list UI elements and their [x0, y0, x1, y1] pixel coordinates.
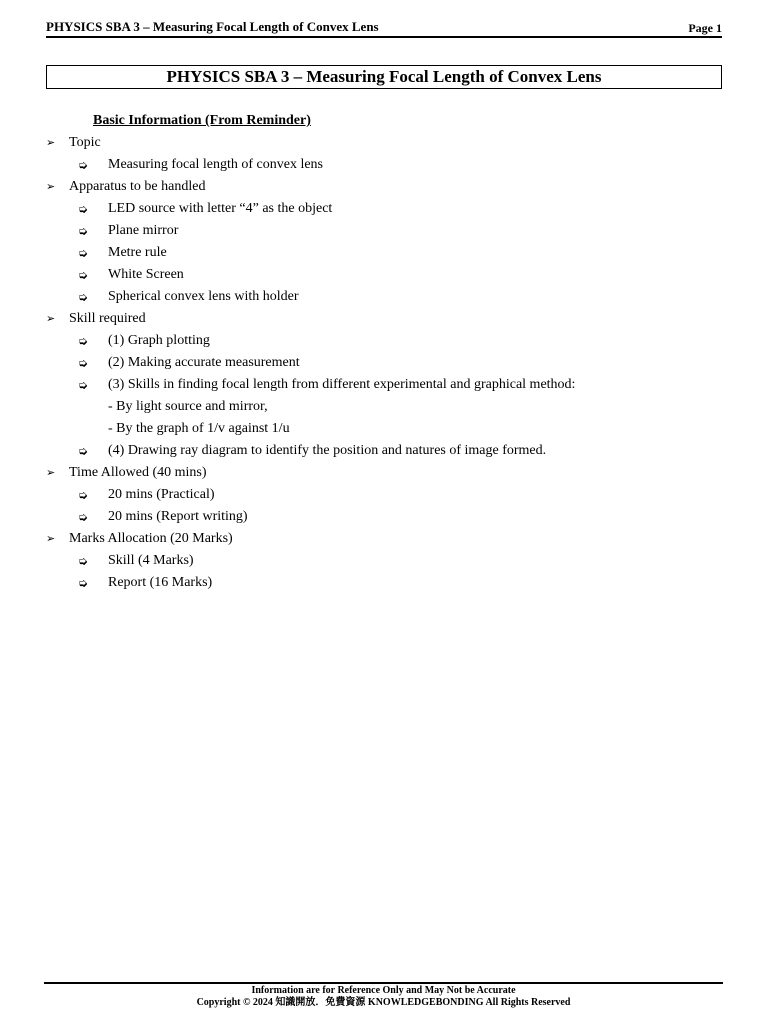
arrowhead-bullet-icon: ➢: [46, 312, 56, 325]
list-item-sub: [46, 484, 726, 506]
list-item-text: (4) Drawing ray diagram to identify the position and natures of image formed.: [108, 443, 547, 458]
list-item-text: Time Allowed (40 mins): [69, 465, 207, 480]
arrow-bullet-icon: ➭: [78, 488, 89, 502]
list-item-text: - By light source and mirror,: [108, 399, 268, 414]
list-item-sub: [46, 550, 726, 572]
list-item-text: Metre rule: [108, 245, 167, 260]
list-item-main: [46, 528, 726, 550]
list-item-text: 20 mins (Report writing): [108, 509, 248, 524]
list-item-sub: [46, 352, 726, 374]
list-item-sub: [46, 264, 726, 286]
arrow-bullet-icon: ➭: [78, 334, 89, 348]
list-item-text: (1) Graph plotting: [108, 333, 210, 348]
list-item-text: (2) Making accurate measurement: [108, 355, 300, 370]
arrowhead-bullet-icon: ➢: [46, 532, 56, 545]
list-item-main: [46, 308, 726, 330]
arrowhead-bullet-icon: ➢: [46, 180, 56, 193]
list-item-main: [46, 176, 726, 198]
list-item-sub: [46, 440, 726, 462]
list-item-sub: [46, 418, 726, 440]
arrow-bullet-icon: ➭: [78, 554, 89, 568]
list-item-text: Spherical convex lens with holder: [108, 289, 299, 304]
list-item-sub: [46, 286, 726, 308]
list-item-sub: [46, 242, 726, 264]
list-item-main: [46, 132, 726, 154]
arrow-bullet-icon: ➭: [78, 158, 89, 172]
list-item-sub: [46, 506, 726, 528]
list-item-text: Measuring focal length of convex lens: [108, 157, 323, 172]
arrowhead-bullet-icon: ➢: [46, 136, 56, 149]
arrow-bullet-icon: ➭: [78, 246, 89, 260]
page-header: [46, 19, 722, 38]
list-item-sub: [46, 330, 726, 352]
list-item-text: (3) Skills in finding focal length from different experimental and graphical method:: [108, 377, 576, 392]
list-item-text: Skill (4 Marks): [108, 553, 194, 568]
list-item-text: Plane mirror: [108, 223, 179, 238]
arrow-bullet-icon: ➭: [78, 576, 89, 590]
arrow-bullet-icon: ➭: [78, 224, 89, 238]
list-item-main: [46, 462, 726, 484]
header-title: PHYSICS SBA 3 – Measuring Focal Length of Convex Lens: [46, 19, 379, 34]
list-item-text: 20 mins (Practical): [108, 487, 215, 502]
section-heading: Basic Information (From Reminder): [93, 113, 311, 128]
list-item-text: Marks Allocation (20 Marks): [69, 531, 233, 546]
list-item-text: LED source with letter “4” as the object: [108, 201, 333, 216]
list-item-sub: [46, 396, 726, 418]
info-list: [46, 132, 726, 594]
list-item-sub: [46, 374, 726, 396]
footer-copyright: Copyright © 2024 知識開放．免費資源 KNOWLEDGEBONDING All Rights Reserved: [196, 997, 571, 1008]
arrow-bullet-icon: ➭: [78, 268, 89, 282]
footer-disclaimer: Information are for Reference Only and May Not be Accurate: [251, 985, 516, 996]
list-item-text: Report (16 Marks): [108, 575, 213, 590]
list-item-text: Topic: [69, 135, 101, 150]
arrow-bullet-icon: ➭: [78, 202, 89, 216]
list-item-text: - By the graph of 1/v against 1/u: [108, 421, 290, 436]
list-item-text: Apparatus to be handled: [69, 179, 206, 194]
arrow-bullet-icon: ➭: [78, 356, 89, 370]
list-item-text: Skill required: [69, 311, 146, 326]
list-item-sub: [46, 154, 726, 176]
page-number: Page 1: [688, 21, 722, 35]
page-footer: [44, 982, 723, 1009]
list-item-text: White Screen: [108, 267, 184, 282]
list-item-sub: [46, 572, 726, 594]
list-item-sub: [46, 198, 726, 220]
list-item-sub: [46, 220, 726, 242]
arrow-bullet-icon: ➭: [78, 510, 89, 524]
document-title: PHYSICS SBA 3 – Measuring Focal Length of Convex Lens: [46, 65, 722, 89]
arrow-bullet-icon: ➭: [78, 378, 89, 392]
arrowhead-bullet-icon: ➢: [46, 466, 56, 479]
arrow-bullet-icon: ➭: [78, 290, 89, 304]
arrow-bullet-icon: ➭: [78, 444, 89, 458]
